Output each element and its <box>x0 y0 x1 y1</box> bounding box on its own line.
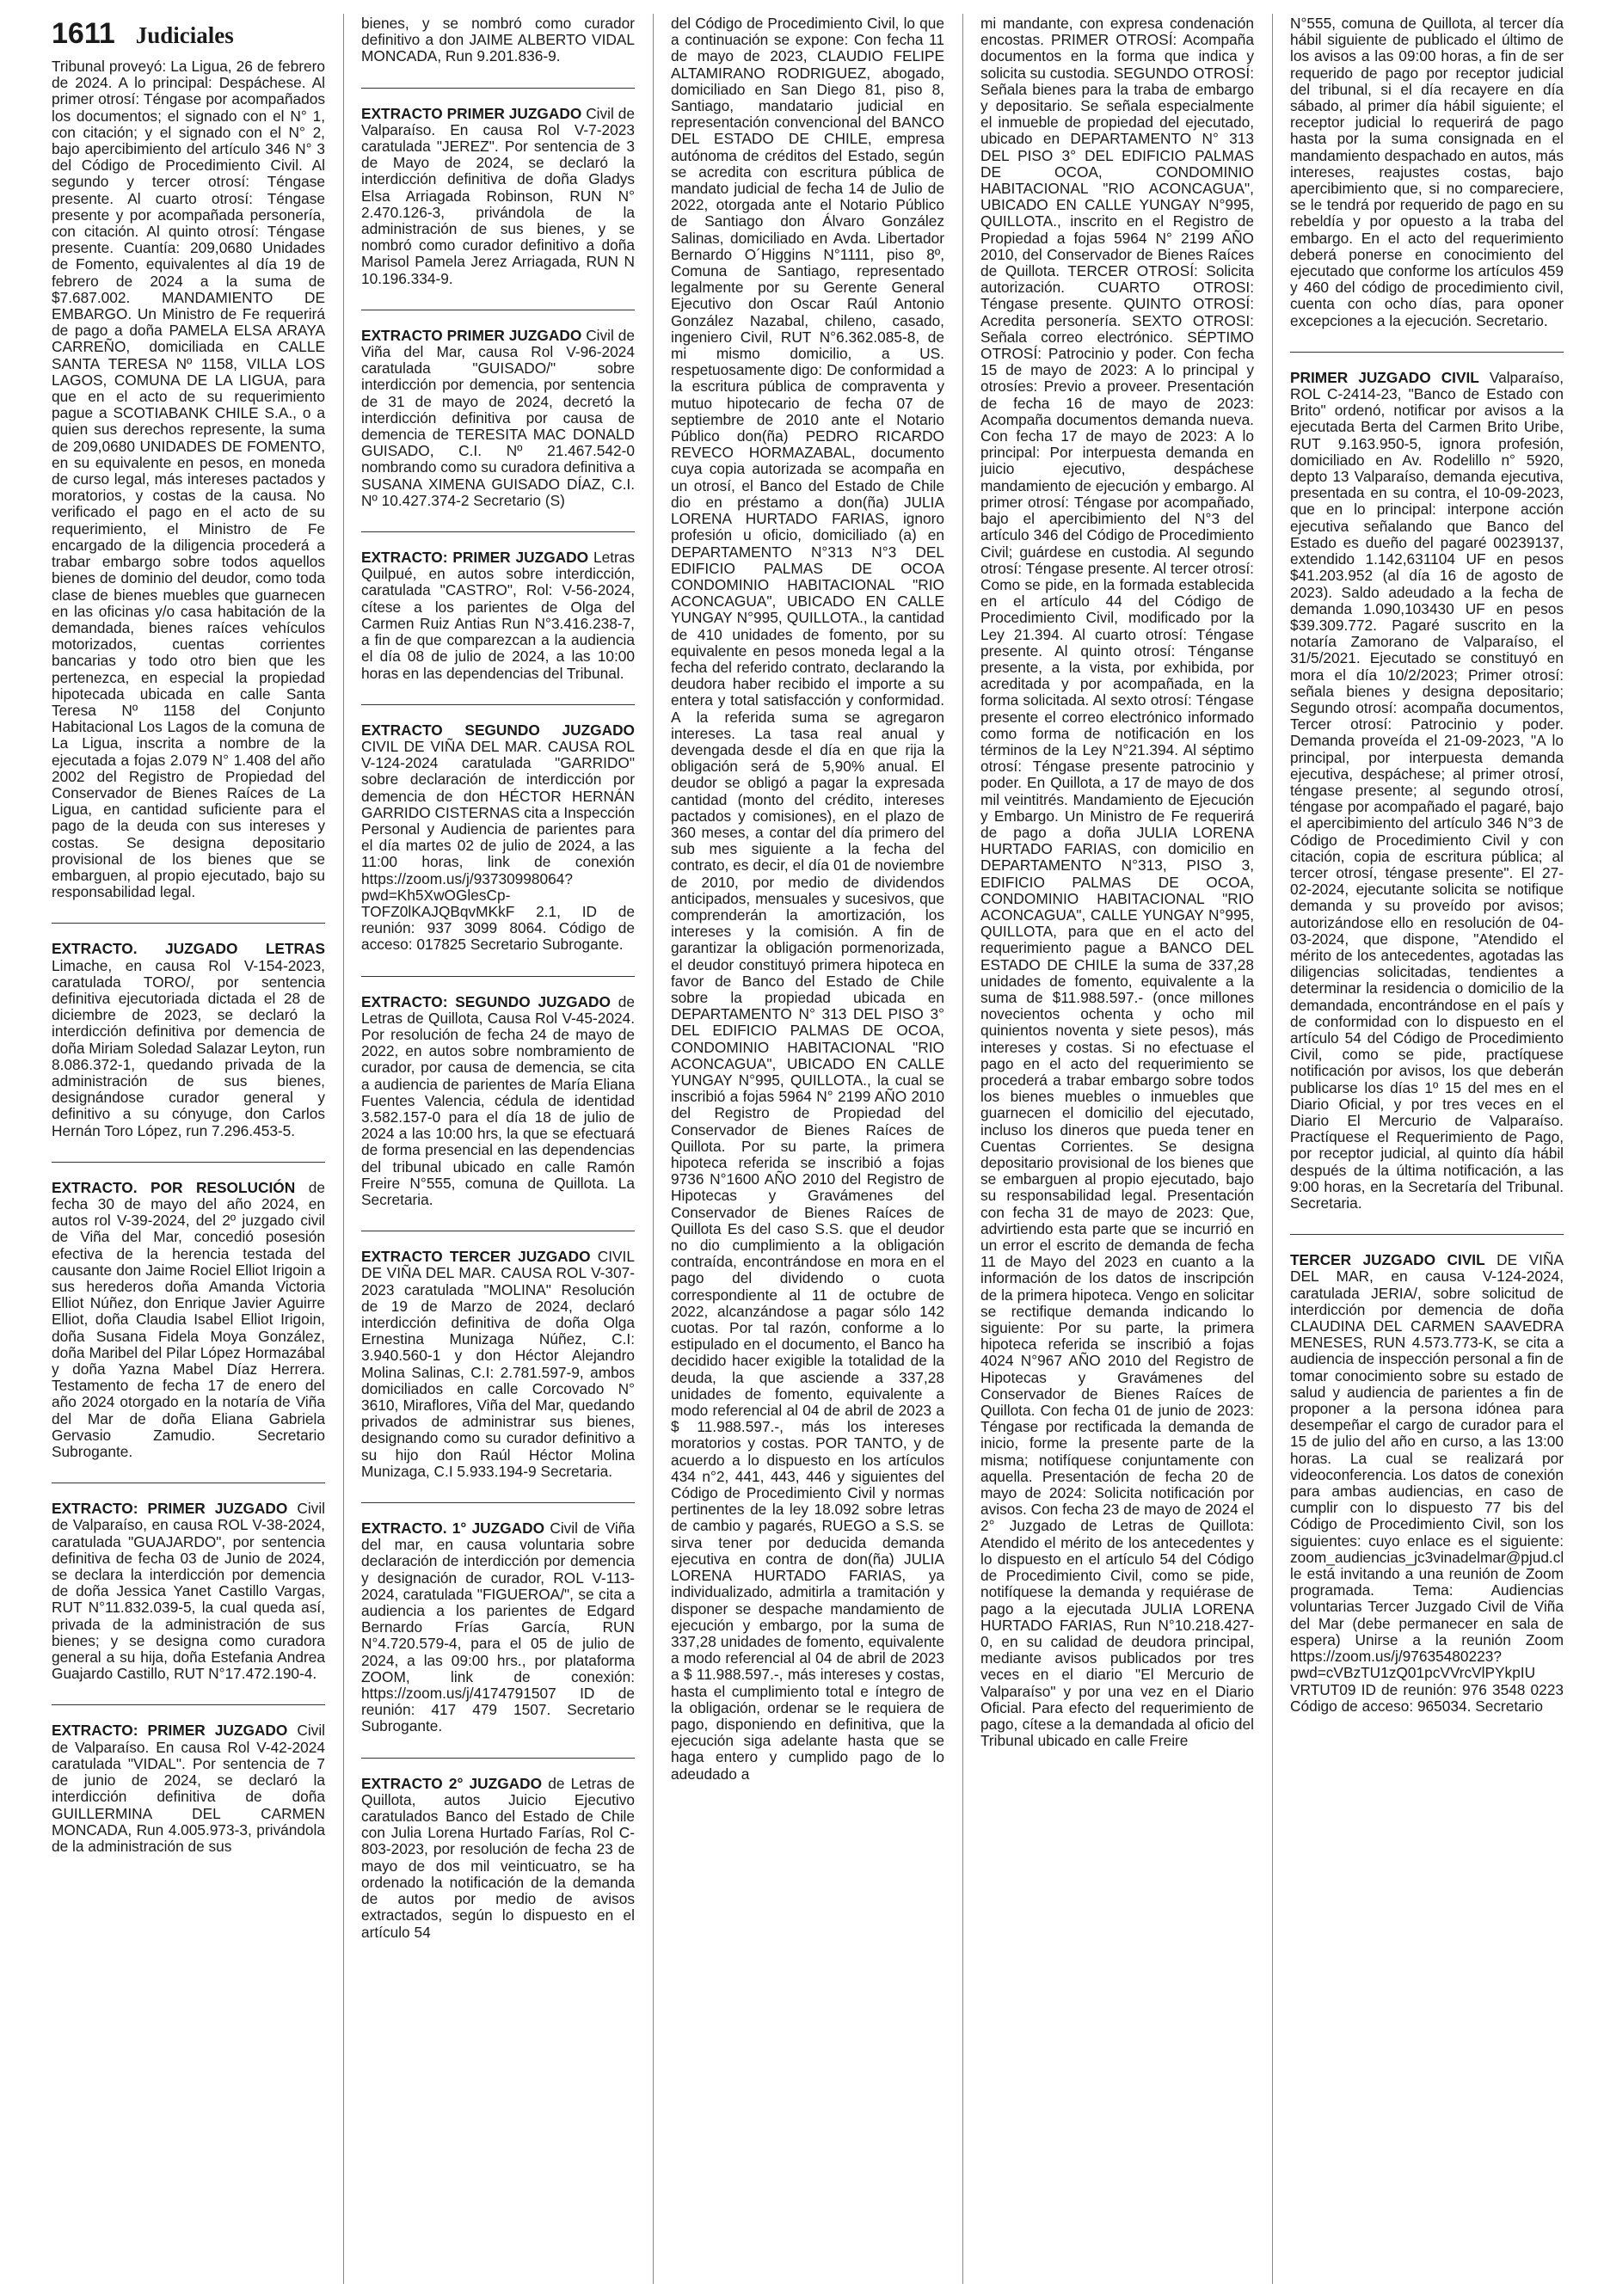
legal-notice <box>52 1501 325 1682</box>
notice-body: Tribunal proveyó: La Ligua, 26 de febrero de 2024. A lo principal: Despáchese. Al primer otrosí: Téngase por acompañados los documentos; el signado con el N° 1, con citación; y el signado con el N° 2, bajo apercibimiento del artículo 346 N° 3 del Código de Procedimiento Civil. Al segundo y tercer otrosí: Téngase presente. Al cuarto otrosí: Téngase presente y por acompañada personería, con citación. Al quinto otrosí: Téngase presente. Cuantía: 209,0680 Unidades de Fomento, equivalentes al día 19 de febrero de 2024 a la suma de $7.687.002. MANDAMIENTO DE EMBARGO. Un Ministro de Fe requerirá de pago a doña PAMELA ELSA ARAYA CARREÑO, domiciliada en CALLE SANTA TERESA Nº 1158, VILLA LOS LAGOS, COMUNA DE LA LIGUA, para que en el acto de su requerimiento pague a SCOTIABANK CHILE S.A., o a quien sus derechos represente, la suma de 209,0680 UNIDADES DE FOMENTO, en su equivalente en pesos, en moneda de curso legal, más intereses pactados y moratorios, y costas de la causa. No verificado el pago en el acto de su requerimiento, el Ministro de Fe encargado de la diligencia procederá a trabar embargo sobre todos aquellos bienes de dominio del deudor, como toda clase de bienes muebles que guarnecen en las oficinas y/o casa habitación de la demandada, bienes raíces vehículos motorizados, cuentas corrientes bancarias y todo otro bien que les pertenezca, en especial la propiedad hipotecada ubicada en calle Santa Teresa Nº 1158 del Conjunto Habitacional Los Lagos de la comuna de La Ligua, inscrita a nombre de la ejecutada a fojas 2.079 N° 1.408 del año 2002 del Registro de Propiedad del Conservador de Bienes Raíces de La Ligua, en cantidad suficiente para el pago de la deuda con sus intereses y costas. Se designa depositario provisional de los bienes que se embarguen, al propio ejecutado, bajo su responsabilidad legal. <box>52 58 325 901</box>
notice-heading: EXTRACTO 2° JUZGADO <box>361 1774 543 1792</box>
notice-separator <box>1290 352 1564 353</box>
notice-separator <box>361 1758 635 1759</box>
notice-heading: EXTRACTO. JUZGADO LETRAS <box>52 940 325 958</box>
notice-heading: TERCER JUZGADO CIVIL <box>1290 1251 1485 1269</box>
legal-notice <box>52 1722 325 1855</box>
notice-heading: EXTRACTO PRIMER JUZGADO <box>361 104 582 122</box>
legal-notice <box>980 15 1254 1749</box>
notice-separator <box>361 88 635 89</box>
legal-notice <box>52 1180 325 1460</box>
legal-notice <box>361 549 635 682</box>
notice-heading: EXTRACTO: PRIMER JUZGADO <box>52 1500 288 1518</box>
legal-notice <box>361 328 635 509</box>
notice-body: Letras Quilpué, en autos sobre interdicción, caratulada "CASTRO", Rol: V-56-2024, cítese a los parientes de Olga del Carmen Ruiz Antias Run N°3.416.238-7, a fin de que comparezcan a la audiencia el día 08 de julio de 2024, a las 10:00 horas en las dependencias del Tribunal. <box>361 549 635 682</box>
notice-body: del Código de Procedimiento Civil, lo que a continuación se expone: Con fecha 11 de mayo de 2023, CLAUDIO FELIPE ALTAMIRANO RODRIGUEZ, abogado, domiciliado en San Diego 81, piso 8, Santiago, mandatario judicial en representación convencional del BANCO DEL ESTADO DE CHILE, empresa autónoma de créditos del Estado, según se acredita con escritura pública de mandato judicial de fecha 14 de Julio de 2022, otorgada ante el Notario Público de Santiago don Álvaro González Salinas, domiciliado en Avda. Libertador Bernardo O´Higgins N°1111, piso 8º, Comuna de Santiago, representado legalmente por su Gerente General Ejecutivo don Oscar Raúl Antonio González Nazabal, chileno, casado, ingeniero Civil, RUT N°6.362.085-8, de mi mismo domicilio, a US. respetuosamente digo: De conformidad a la escritura pública de compraventa y mutuo hipotecario de fecha 07 de septiembre de 2010 ante el Notario Público don(ña) PEDRO RICARDO REVECO HORMAZABAL, documento cuya copia autorizada se acompaña en un otrosí, el Banco del Estado de Chile dio en préstamo a don(ña) JULIA LORENA HURTADO FARIAS, ignoro profesión u oficio, domiciliado (a) en DEPARTAMENTO N°313 N°3 DEL EDIFICIO PALMAS DE OCOA CONDOMINIO HABITACIONAL "RIO ACONCAGUA", UBICADO EN CALLE YUNGAY N°995, QUILLOTA., la cantidad de 410 unidades de fomento, por su equivalente en pesos moneda legal a la fecha del referido contrato, declarando la deudora haber recibido el importe a su entera y total satisfacción y conformidad. A la referida suma se agregaron intereses. La tasa real anual y devengada desde el día en que rija la obligación será de 5,90% anual. El deudor se obligó a pagar la expresada cantidad (monto del crédito, intereses pactados y comisiones), en el plazo de 360 meses, a contar del día primero del sub mes siguiente a la fecha del contrato, es decir, el día 01 de noviembre de 2010, por medio de dividendos anticipados, mensuales y sucesivos, que comprenderán la amortización, los intereses y la comisión. A fin de garantizar la obligación pormenorizada, el deudor constituyó primera hipoteca en favor de Banco del Estado de Chile sobre la propiedad ubicada en DEPARTAMENTO N° 313 DEL PISO 3° DEL EDIFICIO PALMAS DE OCOA, CONDOMINIO HABITACIONAL "RIO ACONCAGUA", UBICADO EN CALLE YUNGAY N°995, QUILLOTA., la cual se inscribió a fojas 5964 N° 2199 AÑO 2010 del Registro de Propiedad del Conservador de Bienes Raíces de Quillota. Por su parte, la primera hipoteca referida se inscribió a fojas 9736 N°1600 AÑO 2010 del Registro de Hipotecas y Gravámenes del Conservador de Bienes Raíces de Quillota Es del caso S.S. que el deudor no dio cumplimiento a la obligación contraída, encontrándose en mora en el pago del dividendo o cuota correspondiente al 11 de octubre de 2022, alcanzándose a pagar sólo 142 cuotas. Por tal razón, conforme a lo estipulado en el documento, el Banco ha decidido hacer exigible la totalidad de la deuda, la que asciende a 337,28 unidades de fomento, equivalente a modo referencial al 04 de abril de 2023 a $ 11.988.597.-, más los intereses moratorios y costas. POR TANTO, y de acuerdo a lo dispuesto en los artículos 434 n°2, 441, 443, 446 y siguientes del Código de Procedimiento Civil y normas pertinentes de la ley 18.092 sobre letras de cambio y pagarés, RUEGO a S.S. se sirva tener por deducida demanda ejecutiva en contra de don(ña) JULIA LORENA HURTADO FARIAS, ya individualizado, admitirla a tramitación y disponer se despache mandamiento de ejecución y embargo, por la suma de 337,28 unidades de fomento, equivalente a modo referencial al 04 de abril de 2023 a $ 11.988.597.-, más intereses y costas, hasta el cumplimiento total e íntegro de la obligación, ordenar se le requiera de pago, disponiendo en definitiva, que la ejecución siga adelante hasta que se haga entero y cumplido pago de lo adeudado a <box>671 15 944 1783</box>
notice-body: DE VIÑA DEL MAR, en causa V-124-2024, caratulada JERIA/, sobre solicitud de interdicción por demencia de doña CLAUDINA DEL CARMEN SAAVEDRA MENESES, RUN 4.573.773-K, se cita a audiencia de inspección personal a fin de tomar conocimiento sobre su estado de salud y audiencia de parientes a fin de proponer a la persona idónea para desempeñar el cargo de curador para el 15 de julio del año en curso, a las 13:00 horas. La cual se realizará por videoconferencia. Los datos de conexión para ambas audiencias, en caso de cumplir con lo dispuesto 77 bis del Código de Procedimiento Civil, son los siguientes: cuyo enlace es el siguiente: zoom_audiencias_jc3vinadelmar@pjud.cl le está invitando a una reunión de Zoom programada. Tema: Audiencias voluntarias Tercer Juzgado Civil de Viña del Mar (debe permanecer en sala de espera) Unirse a la reunión Zoom https://zoom.us/j/97635480223?pwd=cVBzTU1zQ01pcVVrcVlPYkpIU VRTUT09 ID de reunión: 976 3548 0223 Código de acceso: 965034. Secretario <box>1290 1251 1564 1715</box>
page-header <box>52 17 234 55</box>
legal-notice <box>361 994 635 1209</box>
column-1 <box>52 58 325 2286</box>
legal-notice <box>1290 1252 1564 1715</box>
notice-heading: EXTRACTO. 1° JUZGADO <box>361 1519 545 1538</box>
legal-notice <box>361 1249 635 1480</box>
notice-body: Civil de Valparaíso, en causa ROL V-38-2024, caratulada "GUAJARDO", por sentencia definitiva de fecha 03 de Junio de 2024, se declara la interdicción por demencia de doña Jessica Yanet Castillo Vargas, RUT N°11.832.039-5, la cual queda así, privada de la administración de sus bienes; y se designa como curadora general a su hija, doña Estefania Andrea Guajardo Castillo, RUT N°17.472.190-4. <box>52 1500 325 1683</box>
legal-notice <box>1290 15 1564 329</box>
notice-body: de Letras de Quillota, Causa Rol V-45-2024. Por resolución de fecha 24 de mayo de 2022, en autos sobre nombramiento de curador, por causa de demencia, se cita a audiencia de parientes de María Eliana Fuentes Valencia, cédula de identidad 3.582.157-0 para el día 18 de julio de 2024 a las 10:00 hrs, la que se efectuará de forma presencial en las dependencias del tribunal ubicado en calle Ramón Freire N°555, comuna de Quillota. La Secretaria. <box>361 992 635 1208</box>
notice-body: Limache, en causa Rol V-154-2023, caratulada TORO/, por sentencia definitiva ejecutoriada dictada el 28 de diciembre de 2023, se declaró la interdicción definitiva por demencia de doña Miriam Soledad Salazar Leyton, run 8.086.372-1, quedando privada de la administración de sus bienes, designándose curador general y definitivo a su cónyuge, don Carlos Hernán Toro López, run 7.296.453-5. <box>52 956 325 1139</box>
notice-separator <box>361 1502 635 1503</box>
notice-heading: EXTRACTO: PRIMER JUZGADO <box>361 549 589 567</box>
notice-heading: EXTRACTO. POR RESOLUCIÓN <box>52 1178 296 1196</box>
notice-body: CIVIL DE VIÑA DEL MAR. CAUSA ROL V-124-2024 caratulada "GARRIDO" sobre declaración de interdicción por demencia de don HÉCTOR HERNÁN GARRIDO CISTERNAS cita a Inspección Personal y Audiencia de parientes para el día martes 02 de julio de 2024, a las 11:00 horas, link de conexión https://zoom.us/j/93730998064?pwd=Kh5XwOGlesCp-TOFZ0lKAJQBqvMKkF 2.1, ID de reunión: 937 3099 8064. Código de acceso: 017825 Secretario Subrogante. <box>361 737 635 954</box>
notice-body: de Letras de Quillota, autos Juicio Ejecutivo caratulados Banco del Estado de Chile con Julia Lorena Hurtado Farías, Rol C-803-2023, por resolución de fecha 23 de mayo de dos mil veinticuatro, se ha ordenado la notificación de la demanda de autos por medio de avisos extractados, según lo dispuesto en el artículo 54 <box>361 1774 635 1941</box>
notice-separator <box>52 923 325 924</box>
column-2 <box>361 15 635 2286</box>
notice-body: Valparaíso, ROL C-2414-23, "Banco de Estado con Brito" ordenó, notificar por avisos a la ejecutada Berta del Carmen Brito Uribe, RUT 9.163.950-5, ignora profesión, domiciliado en Av. Rodelillo n° 5920, depto 13 Valparaíso, demanda ejecutiva, presentada en su contra, el 10-09-2023, que en lo principal: interpone acción ejecutiva señalando que Banco del Estado es dueño del pagaré 00239137, extendido 1.142,631104 UF en pesos $41.203.952 (al día 16 de agosto de 2023). Saldo adeudado a la fecha de demanda 1.090,103430 UF en pesos $39.309.772. Pagaré suscrito en la notaría Zamorano de Valparaíso, el 31/5/2021. Ejecutado se constituyó en mora el día 10/2/2023; Primer otrosí: señala bienes y designa depositario; Segundo otrosí: acompaña documentos, Tercer otrosí: Patrocinio y poder. Demanda proveída el 21-09-2023, "A lo principal, por interpuesta demanda ejecutiva, despáchese; al primer otrosí, téngase presente; al segundo otrosí, téngase por acompañado el pagaré, bajo el apercibimiento del artículo 346 N°3 de Código de Procedimiento Civil y con citación, copia de escritura pública; al tercer otrosí, téngase presente". El 27-02-2024, ejecutante solicita se notifique demanda y su proveído por avisos; autorizándose ello en resolución de 04-03-2024, que dispone, "Atendido el mérito de los antecedentes, agotadas las diligencias solicitadas, tendientes a determinar la residencia o domicilio de la demandada, encontrándose en el país y de conformidad con lo dispuesto en el artículo 54 del Código de Procedimiento Civil, como se pide, practíquese notificación por avisos, los que deberán publicarse los días 1º 15 del mes en el Diario Oficial, y por tres veces en el Diario El Mercurio de Valparaíso. Practíquese el Requerimiento de Pago, por receptor judicial, al quinto día hábil después de la última notificación, a las 9:00 horas, en la Secretaría del Tribunal. Secretaria. <box>1290 368 1564 1212</box>
notice-body: Civil de Valparaíso. En causa Rol V-42-2024 caratulada "VIDAL". Por sentencia de 7 de junio de 2024, se declaró la interdicción definitiva de doña GUILLERMINA DEL CARMEN MONCADA, Run 4.005.973-3, privándola de la administración de sus <box>52 1722 325 1855</box>
legal-notice <box>361 15 635 65</box>
notice-separator <box>361 704 635 705</box>
notice-heading: PRIMER JUZGADO CIVIL <box>1290 368 1479 386</box>
legal-notice <box>361 722 635 954</box>
section-title: Judiciales <box>135 22 234 48</box>
notice-body: mi mandante, con expresa condenación encostas. PRIMER OTROSÍ: Acompaña documentos en la forma que indica y solicita su custodia. SEGUNDO OTROSÍ: Señala bienes para la traba de embargo y depositario. Se señala especialmente el inmueble de propiedad del ejecutado, ubicado en DEPARTAMENTO N° 313 DEL PISO 3° DEL EDIFICIO PALMAS DE OCOA, CONDOMINIO HABITACIONAL "RIO ACONCAGUA", UBICADO EN CALLE YUNGAY N°995, QUILLOTA., inscrito en el Registro de Propiedad a fojas 5964 N° 2199 AÑO 2010, del Conservador de Bienes Raíces de Quillota. TERCER OTROSÍ: Solicita autorización. CUARTO OTROSI: Téngase presente. QUINTO OTROSÍ: Acredita personería. SEXTO OTROSI: Señala correo electrónico. SÉPTIMO OTROSÍ: Patrocinio y poder. Con fecha 15 de mayo de 2023: A lo principal y otrosíes: Previo a proveer. Presentación de fecha 16 de mayo de 2023: Acompaña documentos demanda nueva. Con fecha 17 de mayo de 2023: A lo principal: Por interpuesta demanda en juicio ejecutivo, despáchese mandamiento de ejecución y embargo. Al primer otrosí: Téngase por acompañado, bajo el apercibimiento del N°3 del artículo 346 del Código de Procedimiento Civil; guárdese en custodia. Al segundo otrosí: Téngase presente. Al tercer otrosí: Como se pide, en la formada establecida en el artículo 44 del Código de Procedimiento Civil, modificado por la Ley 21.394. Al cuarto otrosí: Téngase presente. Al quinto otrosí: Ténganse presente, a la vista, por exhibida, por acreditada y por acompañada, en la forma solicitada. Al sexto otrosí: Téngase presente el correo electrónico informado como forma de notificación en los términos de la Ley N°21.394. Al séptimo otrosí: Téngase presente patrocinio y poder. En Quillota, a 17 de mayo de dos mil veintitrés. Mandamiento de Ejecución y Embargo. Un Ministro de Fe requerirá de pago a doña JULIA LORENA HURTADO FARIAS, con domicilio en DEPARTAMENTO N°313, PISO 3, EDIFICIO PALMAS DE OCOA, CONDOMINIO HABITACIONAL "RIO ACONCAGUA", CALLE YUNGAY N°995, QUILLOTA, para que en el acto del requerimiento pague a BANCO DEL ESTADO DE CHILE la suma de 337,28 unidades de fomento, equivalente a la suma de $11.988.597.- (once millones novecientos ochenta y ocho mil quinientos noventa y siete pesos), más intereses y costas. Si no efectuase el pago en el acto del requerimiento se procederá a trabar embargo sobre todos los bienes muebles o inmuebles que guarnecen el domicilio del ejecutado, incluso los dineros que pueda tener en Cuentas Corrientes. Se designa depositario provisional de los bienes que se embarguen al propio ejecutado, bajo su responsabilidad legal. Presentación con fecha 31 de mayo de 2023: Que, advirtiendo esta parte que se incurrió en un error el escrito de demanda de fecha 11 de Mayo del 2023 en cuanto a la información de los datos de inscripción de la primera hipoteca. Vengo en solicitar se rectifique demanda indicando lo siguiente: Por su parte, la primera hipoteca referida se inscribió a fojas 4024 N°967 AÑO 2010 del Registro de Hipotecas y Gravámenes del Conservador de Bienes Raíces de Quillota. Con fecha 01 de junio de 2023: Téngase por rectificada la demanda de inicio, forme la presente parte de la misma; notifíquese conjuntamente con aquella. Presentación de fecha 20 de mayo de 2024: Solicita notificación por avisos. Con fecha 23 de mayo de 2024 el 2° Juzgado de Letras de Quillota: Atendido el mérito de los antecedentes y lo dispuesto en el artículo 54 del Código de Procedimiento Civil, como se pide, notifíquese la demanda y requiérase de pago a la ejecutada JULIA LORENA HURTADO FARIAS, Run N°10.218.427-0, en su calidad de deudora principal, mediante avisos publicados por tres veces en el diario "El Mercurio de Valparaíso" y por una vez en el Diario Oficial. Para efecto del requerimiento de pago, cítese a la demandada al oficio del Tribunal ubicado en calle Freire <box>980 15 1254 1750</box>
notice-heading: EXTRACTO: PRIMER JUZGADO <box>52 1722 288 1740</box>
notice-heading: EXTRACTO: SEGUNDO JUZGADO <box>361 992 611 1010</box>
legal-notice <box>671 15 944 1783</box>
column-divider <box>1272 14 1273 2284</box>
notice-body: Civil de Viña del Mar, causa Rol V-96-2024 caratulada "GUISADO/" sobre interdicción por demencia, por sentencia de 31 de mayo de 2024, decretó la interdicción definitiva por causa de demencia de TERESITA MAC DONALD GUISADO, C.I. Nº 21.467.542-0 nombrando como su curadora definitiva a SUSANA XIMENA GUISADO DÍAZ, C.I. Nº 10.427.374-2 Secretario (S) <box>361 326 635 509</box>
column-divider <box>653 14 654 2284</box>
notice-body: Civil de Viña del mar, en causa voluntaria sobre declaración de interdicción por demencia y designación de curador, ROL V-113-2024, caratulada "FIGUEROA/", se cita a audiencia a los parientes de Edgard Bernardo Frías García, RUN N°4.720.579-4, para el 05 de julio de 2024, a las 09:00 hrs., por plataforma ZOOM, link de conexión: https://zoom.us/j/4174791507 ID de reunión: 417 479 1507. Secretario Subrogante. <box>361 1519 635 1735</box>
notice-heading: EXTRACTO PRIMER JUZGADO <box>361 326 582 344</box>
notice-separator <box>1290 1234 1564 1235</box>
column-4 <box>980 15 1254 2286</box>
page-number: 1611 <box>52 17 115 50</box>
notice-separator <box>361 976 635 977</box>
column-divider <box>962 14 963 2284</box>
legal-notice <box>1290 370 1564 1212</box>
notice-separator <box>52 1162 325 1163</box>
notice-body: Civil de Valparaíso. En causa Rol V-7-2023 caratulada "JEREZ". Por sentencia de 3 de Mayo de 2024, se declaró la interdicción definitiva de doña Gladys Elsa Arriagada Robinson, RUN N° 2.470.126-3, privándola de la administración de sus bienes, y se nombró como curador definitivo a doña Marisol Pamela Jerez Arriagada, RUN N 10.196.334-9. <box>361 104 635 287</box>
column-divider <box>343 14 344 2284</box>
notice-heading: EXTRACTO TERCER JUZGADO <box>361 1248 591 1266</box>
legal-notice <box>361 1776 635 1941</box>
notice-body: de fecha 30 de mayo del año 2024, en autos rol V-39-2024, del 2º juzgado civil de Viña del Mar, concedió posesión efectiva de la herencia testada del causante don Jaime Rociel Elliot Irigoin a sus herederos doña Amanda Victoria Elliot Núñez, don Enrique Javier Aguirre Elliot, doña Claudia Isabel Elliot Irigoin, doña Susana Fidela Moya González, doña Maribel del Pilar López Hormazábal y doña Yazna Mabel Díaz Herrera. Testamento de fecha 17 de enero del año 2024 otorgado en la notaría de Viña del Mar de doña Eliana Gabriela Gervasio Zamudio. Secretario Subrogante. <box>52 1178 325 1461</box>
notice-heading: EXTRACTO SEGUNDO JUZGADO <box>361 721 635 739</box>
column-5 <box>1290 15 1564 2286</box>
legal-notice <box>52 941 325 1139</box>
legal-notice <box>361 1520 635 1735</box>
legal-notice <box>52 58 325 900</box>
notice-separator <box>52 1704 325 1705</box>
legal-notice <box>361 106 635 287</box>
column-3 <box>671 15 944 2286</box>
notice-body: N°555, comuna de Quillota, al tercer día hábil siguiente de publicado el último de los avisos a las 09:00 horas, a fin de ser requerido de pago por receptor judicial del tribunal, si el día recayere en día sábado, al primer día hábil siguiente; el receptor judicial lo requerirá de pago hasta por la suma consignada en el mandamiento despachado en autos, más intereses, reajustes costas, bajo apercibimiento que, si no compareciere, se le tendrá por requerido de pago en su rebeldía y por opuesto a la traba del embargo. En el acto del requerimiento deberá ponerse en conocimiento del ejecutado que conforme los artículos 459 y 460 del código de procedimiento civil, cuenta con ocho días, para oponer excepciones a la ejecución. Secretario. <box>1290 15 1564 329</box>
notice-body: bienes, y se nombró como curador definitivo a don JAIME ALBERTO VIDAL MONCADA, Run 9.201.836-9. <box>361 15 635 65</box>
notice-body: CIVIL DE VIÑA DEL MAR. CAUSA ROL V-307-2023 caratulada "MOLINA" Resolución de 19 de Marzo de 2024, declaró interdicción definitiva de doña Olga Ernestina Munizaga Núñez, C.I: 3.940.560-1 y don Héctor Alejandro Molina Salinas, C.I: 2.781.597-9, ambos domiciliados en calle Corcovado N° 3610, Miraflores, Viña del Mar, quedando privados de administrar sus bienes, designando como su curador definitivo a su hijo don Raúl Héctor Molina Munizaga, C.I 5.933.194-9 Secretaria. <box>361 1248 635 1480</box>
notice-separator <box>361 531 635 532</box>
